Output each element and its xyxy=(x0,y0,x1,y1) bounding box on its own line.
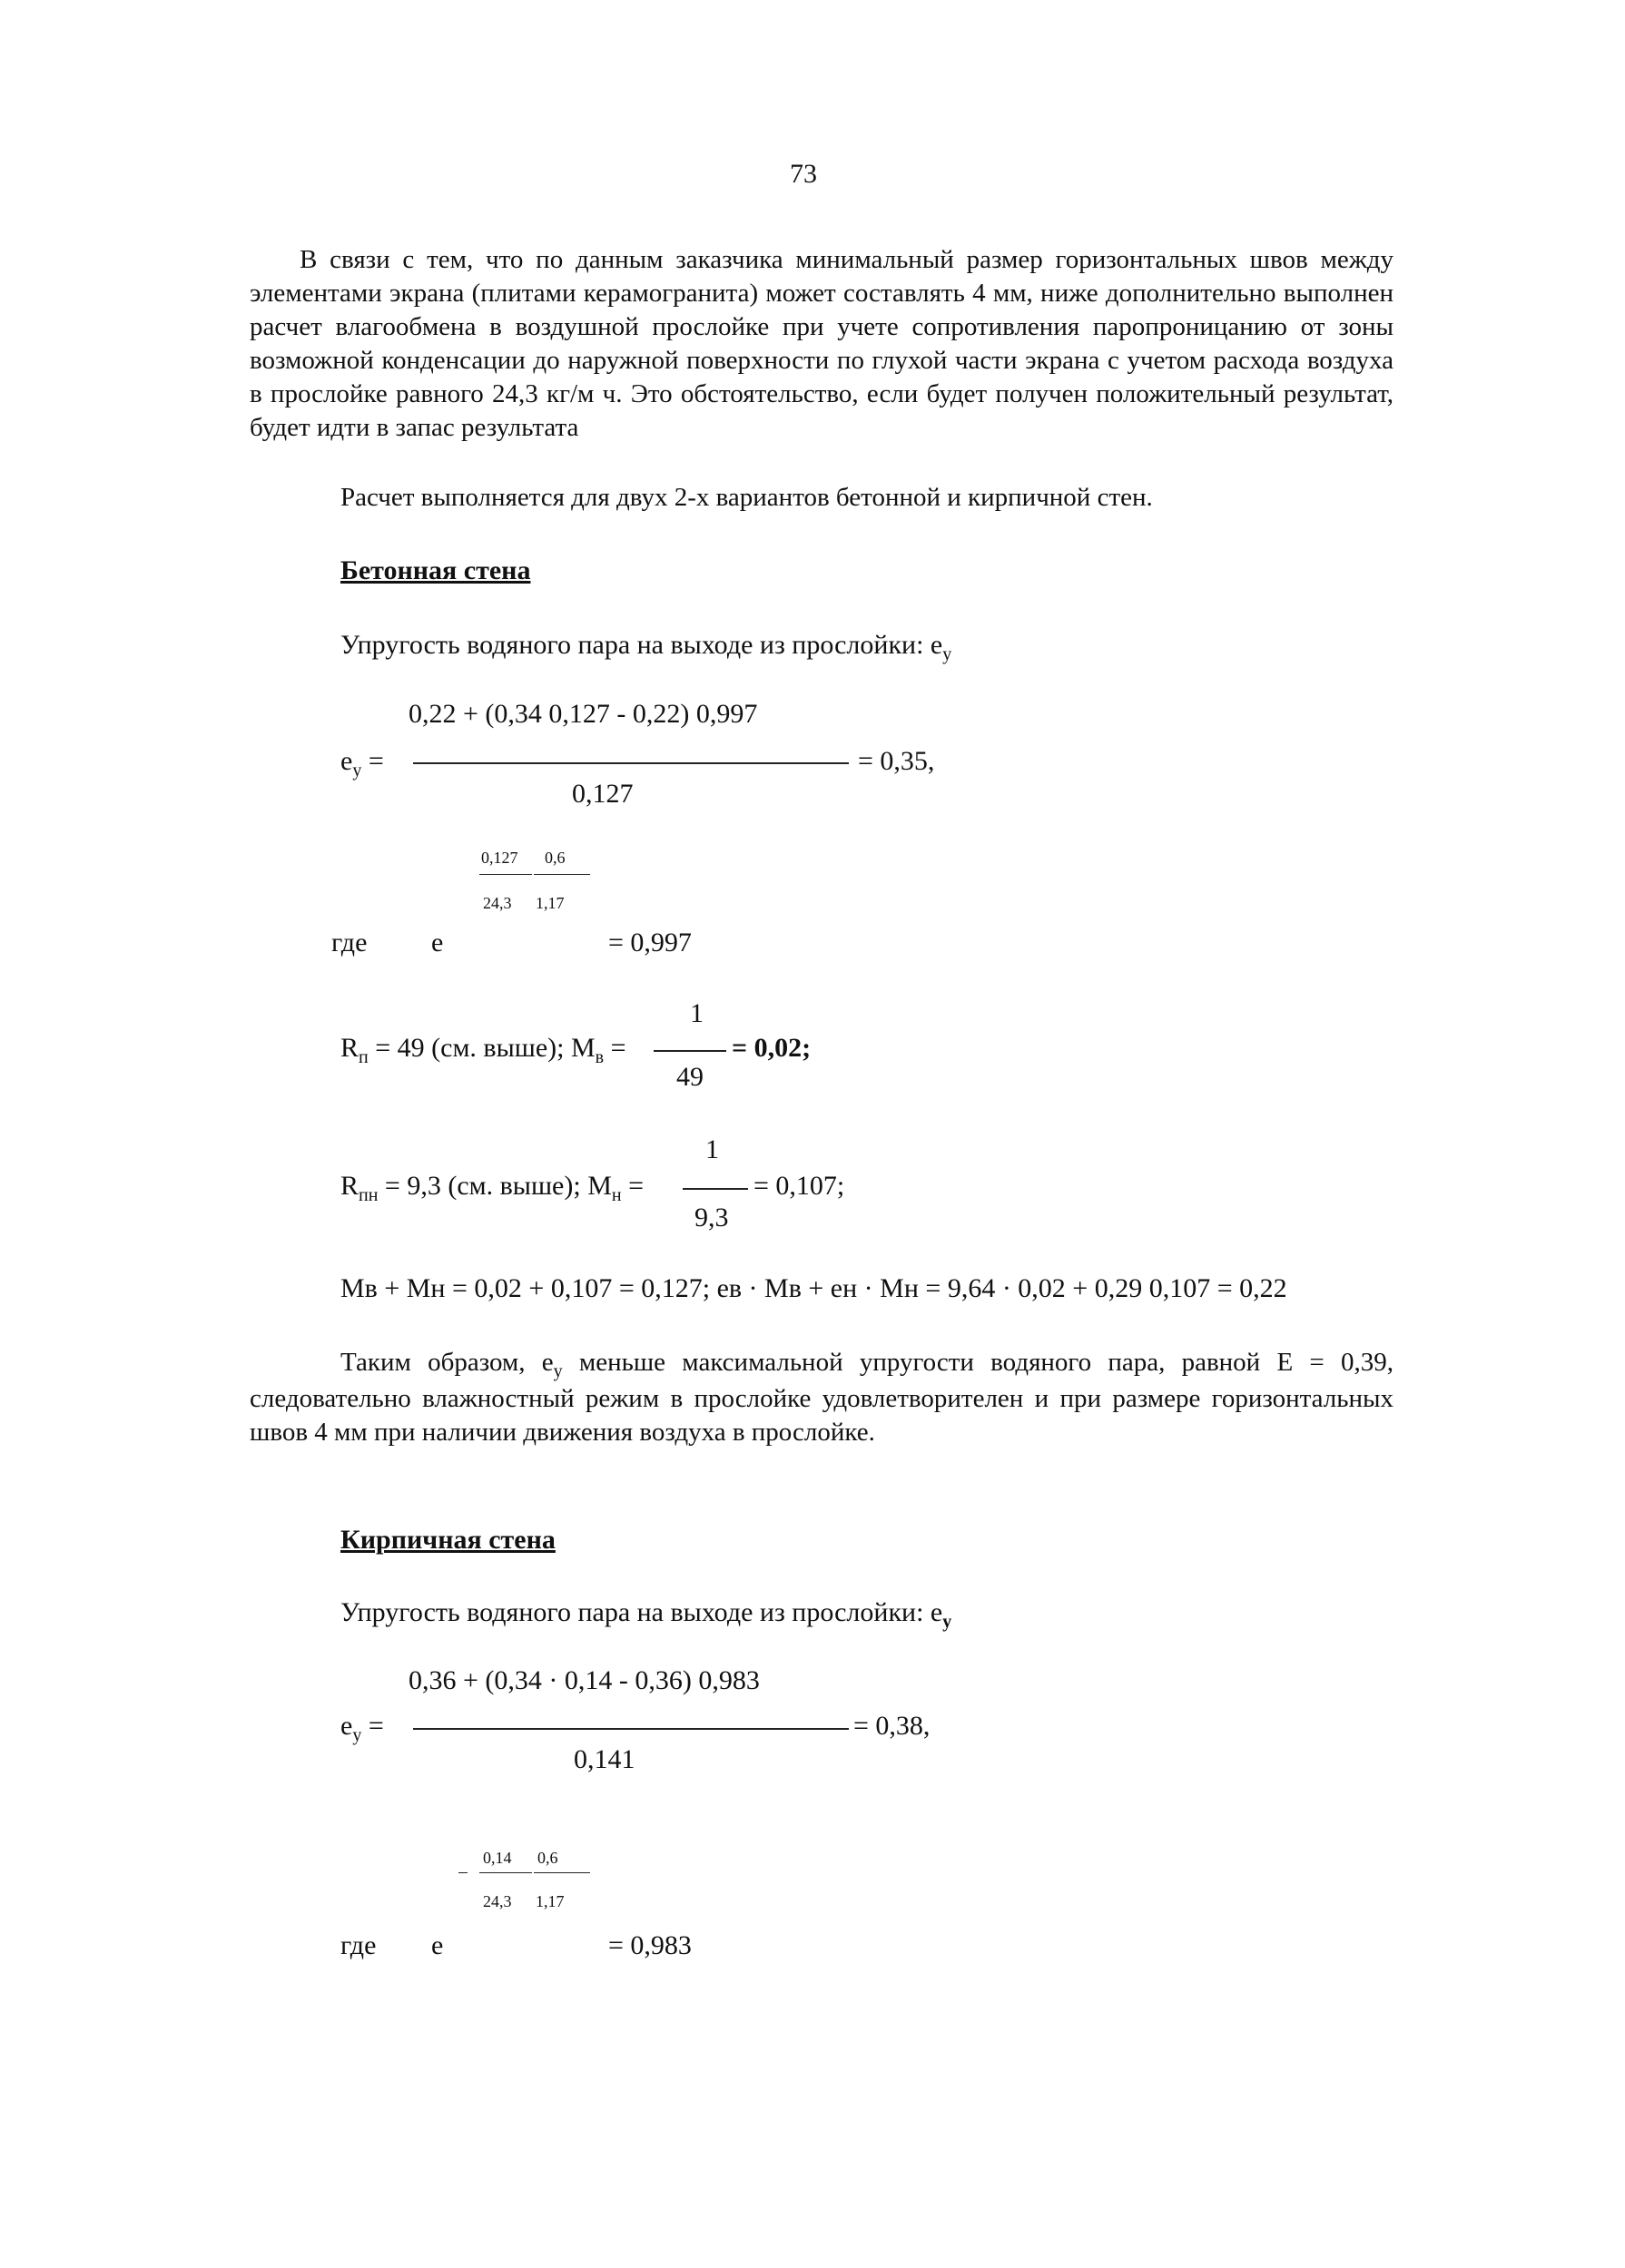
concrete-ey-result: = 0,35, xyxy=(858,746,935,776)
concrete-ey-symbol: e xyxy=(340,746,353,776)
intro-paragraph xyxy=(250,243,1394,445)
brick-ey-result: = 0,38, xyxy=(853,1711,931,1741)
brick-e-symbol: e xyxy=(431,1930,444,1960)
rnn-symbol: R xyxy=(340,1171,359,1201)
mv-denominator: 49 xyxy=(676,1062,704,1092)
brick-heading: Кирпичная стена xyxy=(340,1525,556,1555)
conclusion-rest: меньше максимальной упругости водяного пара, равной E = 0,39, следовательно влажностный режим в прослойке удовлетворителен и при размере горизонтальных швов 4 мм при наличии движения воздуха в прослойке. xyxy=(250,1348,1394,1447)
brick-exp-num-2: 0,6 xyxy=(537,1849,558,1867)
concrete-exp-num-2: 0,6 xyxy=(545,849,566,867)
concrete-exp-num-1: 0,127 xyxy=(481,849,518,867)
concrete-exp-bar-2 xyxy=(534,874,590,875)
brick-exp-bar-2 xyxy=(534,1872,590,1873)
conclusion-sub: y xyxy=(553,1361,563,1381)
mn-denominator: 9,3 xyxy=(694,1203,729,1232)
mn-sub: н xyxy=(611,1185,622,1205)
page-number: 73 xyxy=(790,159,817,189)
mv-sub: в xyxy=(595,1047,605,1067)
brick-ey-numerator: 0,36 + (0,34 · 0,14 - 0,36) 0,983 xyxy=(409,1665,760,1695)
mv-numerator: 1 xyxy=(690,998,704,1028)
concrete-exp-bar-1 xyxy=(479,874,532,875)
rn-text: = 49 (см. выше); M xyxy=(375,1033,596,1063)
conclusion-start: Таким образом, e xyxy=(340,1348,554,1377)
rn-sub: п xyxy=(359,1047,369,1067)
brick-vapor-label xyxy=(340,1597,952,1632)
brick-exp-bar-1 xyxy=(479,1872,532,1873)
brick-ey-symbol: e xyxy=(340,1711,353,1741)
concrete-e-result: = 0,997 xyxy=(608,928,692,957)
brick-ey-eq: = xyxy=(368,1711,384,1741)
concrete-ey-denominator: 0,127 xyxy=(572,779,634,809)
concrete-exp-den-1: 24,3 xyxy=(483,894,512,912)
concrete-ey-fraction-bar xyxy=(413,762,849,764)
brick-vapor-label-sub: y xyxy=(942,1612,952,1632)
concrete-conclusion xyxy=(250,1346,1394,1449)
brick-exp-minus xyxy=(458,1872,468,1873)
sum-equation: Mв + Mн = 0,02 + 0,107 = 0,127; eв · Mв + eн · Mн = 9,64 · 0,02 + 0,29 0,107 = 0,22 xyxy=(340,1273,1287,1303)
brick-ey-fraction-bar xyxy=(413,1728,849,1730)
concrete-where: где xyxy=(331,928,368,957)
rnn-line xyxy=(340,1171,644,1205)
rn-symbol: R xyxy=(340,1033,359,1063)
mn-fraction-bar xyxy=(683,1188,748,1190)
mv-result xyxy=(732,1033,811,1064)
mv-eq: = xyxy=(610,1033,626,1063)
concrete-vapor-label-sub: y xyxy=(942,644,952,664)
concrete-vapor-label xyxy=(340,630,952,664)
brick-ey-lhs xyxy=(340,1711,384,1745)
intro-text: В связи с тем, что по данным заказчика минимальный размер горизонтальных швов между элементами экрана (плитами керамогранита) может составлять 4 мм, ниже дополнительно выполнен расчет влагообмена в воздушной прослойке при учете сопротивления паропроницанию от зоны возможной конденсации до наружной поверхности по глухой части экрана с учетом расхода воздуха в прослойке равного 24,3 кг/м ч. Это обстоятельство, если будет получен положительный результат, будет идти в запас результата xyxy=(250,245,1394,442)
concrete-ey-eq: = xyxy=(368,746,384,776)
brick-exp-den-1: 24,3 xyxy=(483,1892,512,1910)
brick-vapor-label-text: Упругость водяного пара на выходе из прослойки: e xyxy=(340,1597,943,1627)
brick-exp-num-1: 0,14 xyxy=(483,1849,512,1867)
mn-numerator: 1 xyxy=(705,1134,719,1164)
concrete-ey-numerator: 0,22 + (0,34 0,127 - 0,22) 0,997 xyxy=(409,699,758,729)
rn-line xyxy=(340,1033,626,1067)
brick-e-result: = 0,983 xyxy=(608,1930,692,1960)
mv-result-value: = 0,02; xyxy=(732,1033,812,1063)
brick-ey-denominator: 0,141 xyxy=(574,1744,635,1774)
concrete-ey-sub: y xyxy=(352,761,362,781)
rnn-sub: пн xyxy=(359,1185,379,1205)
brick-ey-sub: y xyxy=(352,1725,362,1745)
concrete-heading: Бетонная стена xyxy=(340,555,531,585)
mn-eq: = xyxy=(628,1171,644,1201)
brick-exp-den-2: 1,17 xyxy=(536,1892,565,1910)
intro-second-paragraph: Расчет выполняется для двух 2-х вариантов бетонной и кирпичной стен. xyxy=(340,483,1153,512)
concrete-exp-den-2: 1,17 xyxy=(536,894,565,912)
brick-where: где xyxy=(340,1930,377,1960)
concrete-vapor-label-text: Упругость водяного пара на выходе из прослойки: e xyxy=(340,630,943,660)
concrete-ey-lhs xyxy=(340,746,384,781)
rnn-text: = 9,3 (см. выше); M xyxy=(384,1171,612,1201)
mn-result: = 0,107; xyxy=(753,1171,845,1201)
mv-fraction-bar xyxy=(654,1050,726,1052)
concrete-e-symbol: e xyxy=(431,928,444,957)
